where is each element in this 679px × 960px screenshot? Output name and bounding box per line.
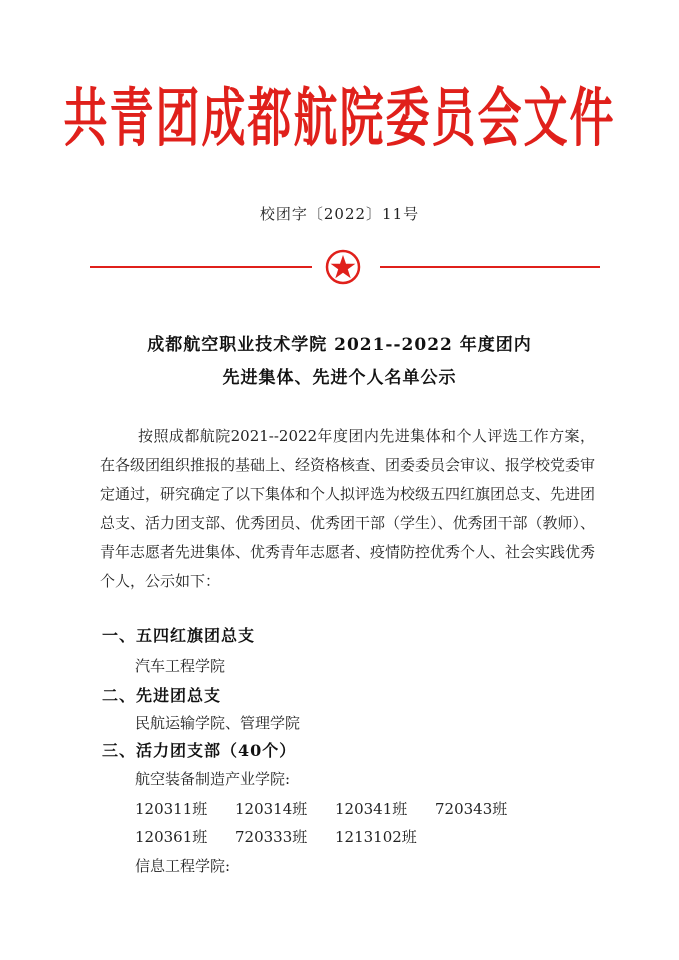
divider-right [380,266,600,268]
document-header-title: 共青团成都航院委员会文件 [63,82,616,157]
class-item: 1213102班 [335,828,417,846]
section-content-2: 民航运输学院、管理学院 [135,714,301,732]
body-paragraph: 按照成都航院2021--2022年度团内先进集体和个人评选工作方案，在各级团组织推报的基础上、经资格核查、团委委员会审议、报学校党委审定通过，研究确定了以下集体和个人拟评选为校级五四红旗团总支、先进团总支、活力团支部、优秀团员、优秀团干部（学生）、优秀团干部（教师）、青年志愿者先进集体、优秀青年志愿者、疫情防控优秀个人、社会实践优秀个人，公示如下： [100,427,596,590]
class-item: 120311班 [135,800,208,818]
class-list-row-1 [135,798,535,819]
class-item: 120361班 [135,828,208,846]
section-content-1: 汽车工程学院 [135,657,226,675]
class-item: 720343班 [435,800,508,818]
divider-left [90,266,312,268]
subgroup-label-info: 信息工程学院: [135,857,231,875]
document-number: 校团字〔2022〕11号 [259,205,420,223]
red-star-icon [325,249,361,285]
subgroup-label-aviation: 航空装备制造产业学院: [135,770,291,788]
section-heading-3: 三、活力团支部（40个） [102,741,297,760]
notice-title-line-1: 成都航空职业技术学院 2021--2022 年度团内 [147,335,532,355]
class-item: 120314班 [235,800,308,818]
notice-title-line-2: 先进集体、先进个人名单公示 [222,368,457,388]
class-item: 720333班 [235,828,308,846]
section-heading-1: 一、五四红旗团总支 [102,626,256,645]
class-list-row-2 [135,826,435,847]
section-heading-2: 二、先进团总支 [102,686,222,705]
class-item: 120341班 [335,800,408,818]
